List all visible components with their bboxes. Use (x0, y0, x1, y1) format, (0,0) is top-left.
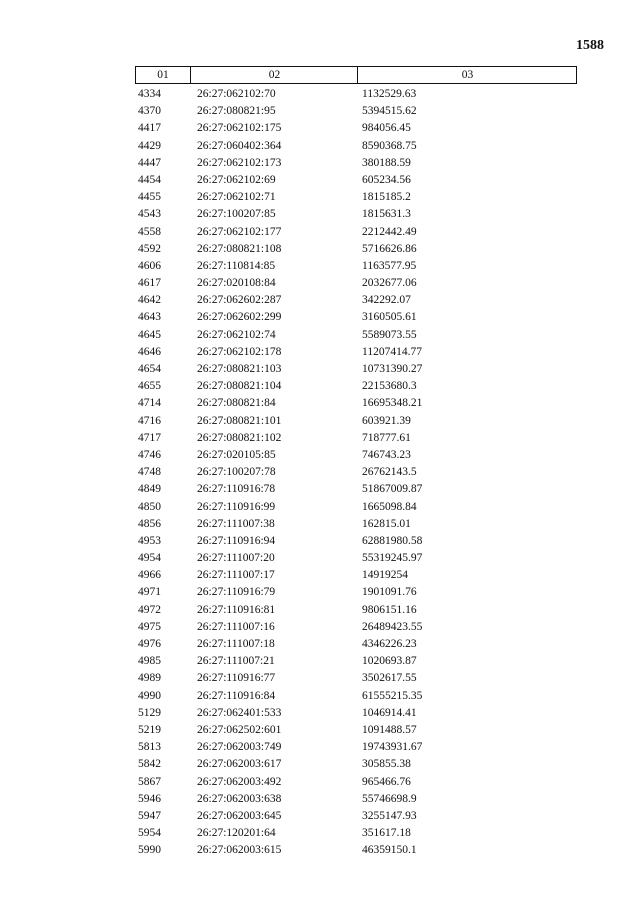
table-row (135, 430, 577, 447)
row-id: 4850 (138, 500, 161, 513)
cadastral-number: 26:27:062102:175 (197, 122, 282, 135)
value: 11207414.77 (362, 345, 422, 358)
cadastral-number: 26:27:062602:287 (197, 294, 282, 307)
column-header-01: 01 (157, 69, 169, 81)
table-row (135, 825, 577, 842)
row-id: 4989 (138, 672, 161, 685)
row-id: 4543 (138, 208, 161, 221)
table-row (135, 516, 577, 533)
value: 26762143.5 (362, 466, 417, 479)
table-row (135, 258, 577, 275)
row-id: 4975 (138, 620, 161, 633)
value: 605234.56 (362, 173, 411, 186)
table-row (135, 447, 577, 464)
table-row (135, 103, 577, 120)
value: 3160505.61 (362, 311, 417, 324)
value: 2212442.49 (362, 225, 417, 238)
cadastral-number: 26:27:062003:492 (197, 775, 282, 788)
cadastral-number: 26:27:111007:38 (197, 517, 275, 530)
value: 1815631.3 (362, 208, 411, 221)
value: 305855.38 (362, 758, 411, 771)
cadastral-number: 26:27:110916:99 (197, 500, 276, 513)
table-row (135, 756, 577, 773)
cadastral-number: 26:27:110916:84 (197, 689, 276, 702)
table-row (135, 344, 577, 361)
value: 61555215.35 (362, 689, 423, 702)
row-id: 4606 (138, 259, 161, 272)
cadastral-number: 26:27:062102:69 (197, 173, 276, 186)
table-row (135, 670, 577, 687)
cadastral-number: 26:27:062502:601 (197, 723, 282, 736)
cadastral-number: 26:27:111007:17 (197, 569, 275, 582)
row-id: 4646 (138, 345, 161, 358)
row-id: 4645 (138, 328, 161, 341)
value: 1091488.57 (362, 723, 417, 736)
cadastral-number: 26:27:120201:64 (197, 827, 276, 840)
value: 26489423.55 (362, 620, 423, 633)
value: 10731390.27 (362, 363, 423, 375)
cadastral-number: 26:27:062003:645 (197, 809, 282, 822)
row-id: 4558 (138, 225, 161, 238)
cadastral-number: 26:27:110916:79 (197, 586, 276, 599)
row-id: 4429 (138, 139, 161, 152)
cadastral-number: 26:27:062102:173 (197, 156, 282, 169)
cadastral-number: 26:27:062102:71 (197, 191, 276, 204)
table-row (135, 395, 577, 412)
cadastral-number: 26:27:111007:20 (197, 552, 275, 565)
value: 1815185.2 (362, 191, 411, 204)
table-row (135, 808, 577, 825)
table-row (135, 653, 577, 670)
table-row (135, 499, 577, 516)
value: 8590368.75 (362, 139, 417, 152)
value: 5589073.55 (362, 328, 417, 341)
value: 1665098.84 (362, 500, 417, 513)
page-number: 1588 (576, 38, 604, 53)
row-id: 4417 (138, 122, 161, 135)
cadastral-number: 26:27:111007:21 (197, 655, 275, 668)
table-row (135, 842, 577, 859)
cadastral-number: 26:27:060402:364 (197, 139, 282, 152)
table-row (135, 705, 577, 722)
table-row (135, 172, 577, 189)
cadastral-number: 26:27:080821:84 (197, 397, 276, 410)
table-row (135, 224, 577, 241)
value: 1163577.95 (362, 259, 417, 272)
value: 46359150.1 (362, 844, 417, 857)
row-id: 5946 (138, 792, 161, 805)
table-row (135, 791, 577, 808)
row-id: 4972 (138, 603, 161, 616)
value: 342292.07 (362, 294, 411, 307)
row-id: 4971 (138, 586, 161, 599)
cadastral-number: 26:27:110916:94 (197, 534, 276, 547)
table-row (135, 602, 577, 619)
value: 1132529.63 (362, 88, 417, 100)
row-id: 5842 (138, 758, 161, 771)
row-id: 5813 (138, 741, 161, 754)
row-id: 4714 (138, 397, 161, 410)
value: 380188.59 (362, 156, 411, 169)
value: 62881980.58 (362, 534, 423, 547)
value: 3255147.93 (362, 809, 417, 822)
row-id: 4655 (138, 380, 161, 393)
table-row (135, 464, 577, 481)
row-id: 4746 (138, 448, 161, 461)
row-id: 4954 (138, 552, 161, 565)
table-row (135, 550, 577, 567)
row-id: 4966 (138, 569, 161, 582)
value: 3502617.55 (362, 672, 417, 685)
column-header-03: 03 (357, 67, 577, 83)
cadastral-number: 26:27:062602:299 (197, 311, 282, 324)
table-row (135, 138, 577, 155)
cadastral-number: 26:27:080821:104 (197, 380, 282, 393)
value: 965466.76 (362, 775, 411, 788)
cadastral-number: 26:27:062003:638 (197, 792, 282, 805)
row-id: 4654 (138, 363, 161, 375)
row-id: 4643 (138, 311, 161, 324)
cadastral-number: 26:27:080821:101 (197, 414, 282, 427)
table-row (135, 327, 577, 344)
row-id: 4455 (138, 191, 161, 204)
table-row (135, 774, 577, 791)
row-id: 4617 (138, 277, 161, 290)
table-row (135, 413, 577, 430)
value: 16695348.21 (362, 397, 423, 410)
table-row (135, 206, 577, 223)
cadastral-number: 26:27:062102:74 (197, 328, 276, 341)
row-id: 4447 (138, 156, 161, 169)
value: 14919254 (362, 569, 408, 582)
cadastral-number: 26:27:080821:95 (197, 105, 276, 118)
cadastral-number: 26:27:020108:84 (197, 277, 276, 290)
table-row (135, 584, 577, 601)
table-row (135, 378, 577, 395)
row-id: 5954 (138, 827, 161, 840)
table-row (135, 120, 577, 137)
cadastral-number: 26:27:111007:16 (197, 620, 275, 633)
row-id: 4454 (138, 173, 161, 186)
table-row (135, 739, 577, 756)
value: 162815.01 (362, 517, 411, 530)
table-row (135, 481, 577, 498)
table-row (135, 309, 577, 326)
value: 718777.61 (362, 431, 411, 444)
table-row (135, 361, 577, 378)
table-row (135, 619, 577, 636)
value: 1046914.41 (362, 706, 417, 719)
row-id: 4990 (138, 689, 161, 702)
cadastral-number: 26:27:062003:749 (197, 741, 282, 754)
cadastral-number: 26:27:062401:533 (197, 706, 282, 719)
row-id: 5867 (138, 775, 161, 788)
row-id: 4953 (138, 534, 161, 547)
table-row (135, 155, 577, 172)
table-row (135, 567, 577, 584)
value: 55746698.9 (362, 792, 417, 805)
row-id: 5129 (138, 706, 161, 719)
table-row (135, 292, 577, 309)
row-id: 4716 (138, 414, 161, 427)
row-id: 4849 (138, 483, 161, 496)
value: 5716626.86 (362, 242, 417, 255)
value: 746743.23 (362, 448, 411, 461)
row-id: 4748 (138, 466, 161, 479)
cadastral-number: 26:27:080821:102 (197, 431, 282, 444)
row-id: 5219 (138, 723, 161, 736)
cadastral-number: 26:27:100207:85 (197, 208, 276, 221)
value: 1020693.87 (362, 655, 417, 668)
cadastral-number: 26:27:110916:78 (197, 483, 276, 496)
value: 2032677.06 (362, 277, 417, 290)
cadastral-number: 26:27:062102:177 (197, 225, 282, 238)
row-id: 4976 (138, 638, 161, 650)
cadastral-number: 26:27:080821:108 (197, 242, 282, 255)
cadastral-number: 26:27:062003:615 (197, 844, 282, 857)
table-row (135, 722, 577, 739)
cadastral-number: 26:27:110814:85 (197, 259, 276, 272)
row-id: 5990 (138, 844, 161, 857)
row-id: 4717 (138, 431, 161, 444)
row-id: 5947 (138, 809, 161, 822)
row-id: 4334 (138, 88, 161, 100)
table-header (135, 66, 577, 84)
row-id: 4592 (138, 242, 161, 255)
table-row (135, 636, 577, 653)
value: 19743931.67 (362, 741, 423, 754)
value: 351617.18 (362, 827, 411, 840)
value: 984056.45 (362, 122, 411, 135)
column-header-02: 02 (190, 67, 358, 83)
cadastral-number: 26:27:110916:81 (197, 603, 276, 616)
value: 9806151.16 (362, 603, 417, 616)
row-id: 4985 (138, 655, 161, 668)
value: 5394515.62 (362, 105, 417, 118)
cadastral-number: 26:27:062102:178 (197, 345, 282, 358)
table-row (135, 241, 577, 258)
value: 51867009.87 (362, 483, 423, 496)
cadastral-number: 26:27:080821:103 (197, 363, 282, 375)
cadastral-number: 26:27:100207:78 (197, 466, 276, 479)
cadastral-number: 26:27:020105:85 (197, 448, 276, 461)
value: 4346226.23 (362, 638, 417, 650)
row-id: 4642 (138, 294, 161, 307)
value: 603921.39 (362, 414, 411, 427)
table-row (135, 189, 577, 206)
value: 22153680.3 (362, 380, 417, 393)
cadastral-number: 26:27:111007:18 (197, 638, 275, 650)
table-row (135, 275, 577, 292)
cadastral-number: 26:27:062102:70 (197, 88, 276, 100)
table-row (135, 533, 577, 550)
table-body (135, 86, 577, 859)
cadastral-number: 26:27:110916:77 (197, 672, 276, 685)
value: 55319245.97 (362, 552, 423, 565)
row-id: 4370 (138, 105, 161, 118)
table-row (135, 688, 577, 705)
cadastral-number: 26:27:062003:617 (197, 758, 282, 771)
table-row (135, 86, 577, 103)
value: 1901091.76 (362, 586, 417, 599)
row-id: 4856 (138, 517, 161, 530)
